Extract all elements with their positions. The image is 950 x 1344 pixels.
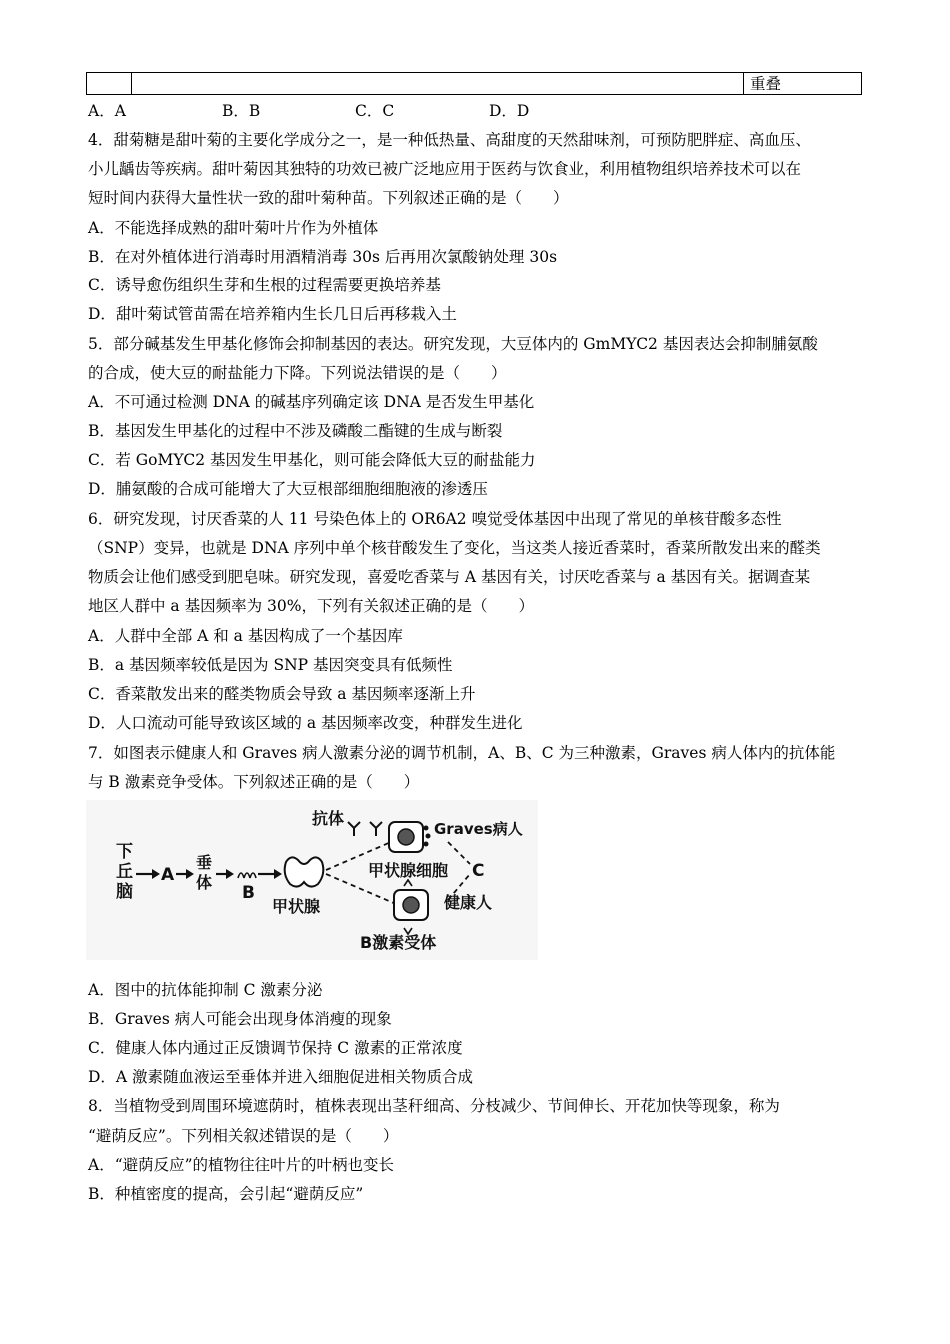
q6-stem-line: 物质会让他们感受到肥皂味。研究发现，喜爱吃香菜与 A 基因有关，讨厌吃香菜与 a 基因有关。据调查某 bbox=[88, 568, 811, 586]
q6-stem-line: 地区人群中 a 基因频率为 30%，下列有关叙述正确的是（ ） bbox=[88, 597, 534, 615]
hypothalamus-label-char: 下 bbox=[116, 842, 133, 862]
arrow-head bbox=[186, 869, 194, 879]
hormone-a-label: A bbox=[161, 865, 175, 885]
q7-option-a: A．图中的抗体能抑制 C 激素分泌 bbox=[88, 981, 323, 999]
q7-option-c: C．健康人体内通过正反馈调节保持 C 激素的正常浓度 bbox=[88, 1039, 463, 1057]
q4-option-c: C．诱导愈伤组织生芽和生根的过程需要更换培养基 bbox=[88, 276, 441, 294]
hypothalamus-label-char: 丘 bbox=[116, 862, 133, 882]
antibody-label: 抗体 bbox=[312, 809, 345, 828]
q3-option-a: A．A bbox=[88, 102, 126, 120]
hormone-b-molecules-icon bbox=[238, 873, 256, 878]
thyroid-gland-icon bbox=[285, 857, 324, 886]
q4-option-d: D．甜叶菊试管苗需在培养箱内生长几日后再移栽入土 bbox=[88, 305, 457, 323]
cell-nucleus-icon bbox=[403, 897, 419, 913]
dashed-link bbox=[448, 842, 470, 864]
healthy-person-label: 健康人 bbox=[444, 893, 493, 912]
q6-stem-line: （SNP）变异，也就是 DNA 序列中单个核苷酸发生了变化，当这类人接近香菜时，香菜所散发出来的醛类 bbox=[88, 539, 821, 557]
antibody-icon bbox=[348, 822, 382, 836]
graves-patient-label: Graves病人 bbox=[434, 820, 523, 838]
table-cell-text: 重叠 bbox=[750, 75, 782, 93]
q6-option-a: A．人群中全部 A 和 a 基因构成了一个基因库 bbox=[88, 627, 403, 645]
receptor-dots-icon bbox=[424, 826, 431, 847]
q4-option-b: B．在对外植体进行消毒时用酒精消毒 30s 后再用次氯酸钠处理 30s bbox=[88, 248, 558, 266]
q6-stem-line: 6．研究发现，讨厌香菜的人 11 号染色体上的 OR6A2 嗅觉受体基因中出现了常见的单核苷酸多态性 bbox=[88, 510, 782, 528]
q7-option-d: D．A 激素随血液运至垂体并进入细胞促进相关物质合成 bbox=[88, 1068, 474, 1086]
q3-option-d: D．D bbox=[489, 102, 530, 120]
q5-option-b: B．基因发生甲基化的过程中不涉及磷酸二酯键的生成与断裂 bbox=[88, 422, 503, 440]
q5-stem-line: 的合成，使大豆的耐盐能力下降。下列说法错误的是（ ） bbox=[88, 364, 507, 382]
q4-stem-line: 4．甜菊糖是甜叶菊的主要化学成分之一，是一种低热量、高甜度的天然甜味剂，可预防肥胖症、高血压、 bbox=[88, 131, 811, 149]
q5-option-c: C．若 GoMYC2 基因发生甲基化，则可能会降低大豆的耐盐能力 bbox=[88, 451, 536, 469]
arrow-head bbox=[152, 869, 160, 879]
q3-option-b: B．B bbox=[222, 102, 261, 120]
q5-option-d: D．脯氨酸的合成可能增大了大豆根部细胞细胞液的渗透压 bbox=[88, 480, 488, 498]
hormone-regulation-diagram bbox=[86, 800, 538, 960]
answer-table-row bbox=[86, 72, 862, 95]
hormone-b-label: B bbox=[242, 883, 255, 903]
pituitary-label-char: 垂 bbox=[196, 853, 213, 872]
pituitary-label-char: 体 bbox=[196, 873, 213, 892]
q8-option-a: A．“避荫反应”的植物往往叶片的叶柄也变长 bbox=[88, 1156, 395, 1174]
hypothalamus-label-char: 脑 bbox=[116, 882, 133, 902]
q7-option-b: B．Graves 病人可能会出现身体消瘦的现象 bbox=[88, 1010, 392, 1028]
thyroid-label: 甲状腺 bbox=[272, 897, 321, 916]
q5-option-a: A．不可通过检测 DNA 的碱基序列确定该 DNA 是否发生甲基化 bbox=[88, 393, 535, 411]
q6-option-d: D．人口流动可能导致该区域的 a 基因频率改变，种群发生进化 bbox=[88, 714, 523, 732]
thyroid-cell-label: 甲状腺细胞 bbox=[368, 861, 449, 880]
hormone-c-label: C bbox=[472, 861, 485, 881]
q7-stem-line: 7．如图表示健康人和 Graves 病人激素分泌的调节机制，A、B、C 为三种激素，Graves 病人体内的抗体能 bbox=[88, 744, 836, 762]
arrow-head bbox=[226, 869, 234, 879]
q3-option-c: C．C bbox=[355, 102, 395, 120]
q4-option-a: A．不能选择成熟的甜叶菊叶片作为外植体 bbox=[88, 219, 379, 237]
q4-stem-line: 短时间内获得大量性状一致的甜叶菊种苗。下列叙述正确的是（ ） bbox=[88, 189, 569, 207]
q6-option-b: B．a 基因频率较低是因为 SNP 基因突变具有低频性 bbox=[88, 656, 453, 674]
q8-stem-line: “避荫反应”。下列相关叙述错误的是（ ） bbox=[88, 1127, 399, 1145]
q5-stem-line: 5．部分碱基发生甲基化修饰会抑制基因的表达。研究发现，大豆体内的 GmMYC2 基因表达会抑制脯氨酸 bbox=[88, 335, 818, 353]
q6-option-c: C．香菜散发出来的醛类物质会导致 a 基因频率逐渐上升 bbox=[88, 685, 476, 703]
table-divider bbox=[743, 73, 744, 94]
q4-stem-line: 小儿龋齿等疾病。甜叶菊因其独特的功效已被广泛地应用于医药与饮食业，利用植物组织培养技术可以在 bbox=[88, 160, 802, 178]
arrow-head bbox=[274, 869, 282, 879]
q8-option-b: B．种植密度的提高，会引起“避荫反应” bbox=[88, 1185, 364, 1203]
cell-nucleus-icon bbox=[398, 829, 414, 845]
b-receptor-label: B激素受体 bbox=[360, 933, 437, 952]
table-divider bbox=[131, 73, 132, 94]
q7-stem-line: 与 B 激素竞争受体。下列叙述正确的是（ ） bbox=[88, 773, 420, 791]
q8-stem-line: 8．当植物受到周围环境遮荫时，植株表现出茎秆细高、分枝减少、节间伸长、开花加快等现象，称为 bbox=[88, 1097, 780, 1115]
